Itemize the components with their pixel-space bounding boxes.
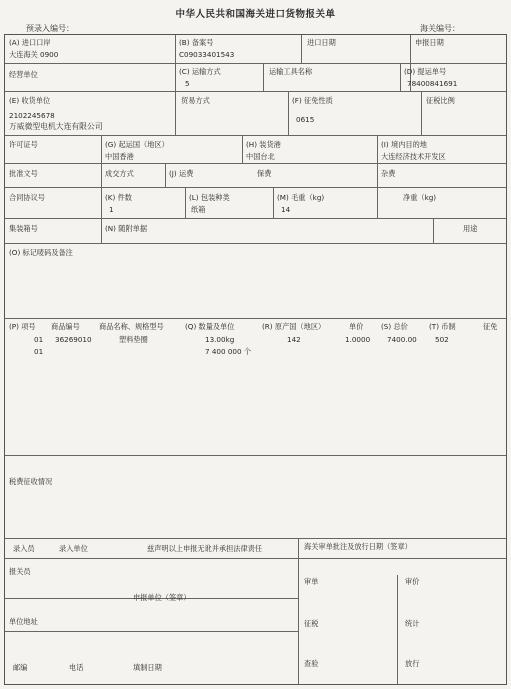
- goods-row-item: 01: [34, 335, 44, 344]
- gross-weight-value: 14: [281, 205, 291, 214]
- inspection-label: 查验: [304, 659, 319, 668]
- origin-country-value: 中国香港: [105, 152, 134, 161]
- net-weight-label: 净重（kg): [403, 193, 437, 202]
- trade-mode-label: 贸易方式: [181, 96, 210, 105]
- goods-header-total: (S) 总价: [381, 322, 408, 331]
- form-title: 中华人民共和国海关进口货物报关单: [175, 9, 336, 20]
- goods-header-currency: (T) 币制: [429, 322, 456, 331]
- contract-number-label: 合同协议号: [9, 193, 45, 202]
- goods-row-code: 36269010: [55, 335, 92, 344]
- container-number-label: 集装箱号: [9, 224, 38, 233]
- port-label: (A) 进口口岸: [9, 38, 51, 47]
- postcode-label: 邮编: [13, 663, 28, 672]
- loading-port-label: (H) 装货港: [246, 140, 281, 149]
- record-number-label: (B) 备案号: [179, 38, 214, 47]
- pieces-label: (K) 件数: [105, 193, 132, 202]
- goods-header-origin: (R) 原产国（地区）: [262, 322, 326, 331]
- transport-tool-label: 运输工具名称: [269, 67, 313, 76]
- goods-row-name: 塑料垫圈: [119, 335, 148, 344]
- documents-label: (N) 随附单据: [105, 224, 148, 233]
- consignee-name: 万威微型电机大连有限公司: [9, 122, 103, 131]
- levy-nature-label: (F) 征免性质: [292, 96, 333, 105]
- levy-ratio-label: 征税比例: [426, 96, 455, 105]
- entry-unit-label: 录入单位: [59, 544, 88, 553]
- gross-weight-label: (M) 毛重（kg): [277, 193, 325, 202]
- customs-number-label: 海关编号：: [420, 24, 460, 33]
- goods-row-currency: 502: [435, 335, 449, 344]
- import-date-label: 进口日期: [307, 38, 336, 47]
- goods-header-price: 单价: [349, 322, 364, 331]
- goods-row-price: 1.0000: [345, 335, 371, 344]
- port-value: 大连海关 0900: [9, 50, 59, 59]
- tax-levy-label: 税费征收情况: [9, 477, 53, 486]
- declaration-statement: 兹声明以上申报无讹并承担法律责任: [147, 544, 263, 553]
- statistics-label: 统计: [405, 619, 420, 628]
- pieces-value: 1: [109, 205, 114, 214]
- customs-approval-label: 海关审单批注及放行日期（签章）: [304, 542, 412, 551]
- declarer-label: 报关员: [9, 567, 31, 576]
- consignee-code: 2102245678: [9, 111, 55, 120]
- package-type-value: 纸箱: [191, 205, 206, 214]
- declaration-form: [4, 34, 507, 685]
- insurance-label: 保费: [257, 169, 272, 178]
- bill-number-value: 78400841691: [407, 79, 458, 88]
- goods-row-total: 7400.00: [387, 335, 417, 344]
- goods-row-origin: 142: [287, 335, 301, 344]
- entry-clerk-label: 录入员: [13, 544, 35, 553]
- business-unit-label: 经营单位: [9, 70, 38, 79]
- misc-fee-label: 杂费: [381, 169, 396, 178]
- marks-remarks-label: (O) 标记唛码及备注: [9, 248, 73, 257]
- destination-value: 大连经济技术开发区: [381, 152, 446, 161]
- package-type-label: (L) 包装种类: [189, 193, 230, 202]
- phone-label: 电话: [69, 663, 84, 672]
- goods-header-qty: (Q) 数量及单位: [185, 322, 235, 331]
- unit-address-label: 单位地址: [9, 617, 38, 626]
- transport-mode-label: (C) 运输方式: [179, 67, 221, 76]
- levy-nature-value: 0615: [296, 115, 315, 124]
- release-label: 放行: [405, 659, 420, 668]
- loading-port-value: 中国台北: [246, 152, 275, 161]
- goods-row-qty-2: 7 400 000 个: [205, 347, 252, 356]
- goods-row-qty: 13.00kg: [205, 335, 235, 344]
- goods-header-name: 商品名称、规格型号: [99, 322, 164, 331]
- license-label: 许可证号: [9, 140, 38, 149]
- goods-row-item-2: 01: [34, 347, 44, 356]
- destination-label: (I) 境内目的地: [381, 140, 427, 149]
- pre-entry-number-label: 预录入编号：: [26, 24, 74, 33]
- goods-header-levy: 征免: [483, 322, 498, 331]
- goods-header-code: 商品编号: [51, 322, 80, 331]
- declare-unit-signature-label: 申报单位（签章）: [133, 593, 191, 602]
- record-number-value: C09033401543: [179, 50, 235, 59]
- usage-label: 用途: [463, 224, 478, 233]
- approval-number-label: 批准文号: [9, 169, 38, 178]
- review-label: 审单: [304, 577, 319, 586]
- consignee-label: (E) 收货单位: [9, 96, 51, 105]
- declare-date-label: 申报日期: [415, 38, 444, 47]
- freight-label: (J) 运费: [169, 169, 194, 178]
- valuation-label: 审价: [405, 577, 420, 586]
- bill-number-label: (D) 提运单号: [404, 67, 447, 76]
- origin-country-label: (G) 起运国（地区）: [105, 140, 169, 149]
- levy-tax-label: 征税: [304, 619, 319, 628]
- transport-mode-value: 5: [185, 79, 190, 88]
- goods-header-item: (P) 项号: [9, 322, 36, 331]
- fill-date-label: 填制日期: [133, 663, 162, 672]
- deal-mode-label: 成交方式: [105, 169, 134, 178]
